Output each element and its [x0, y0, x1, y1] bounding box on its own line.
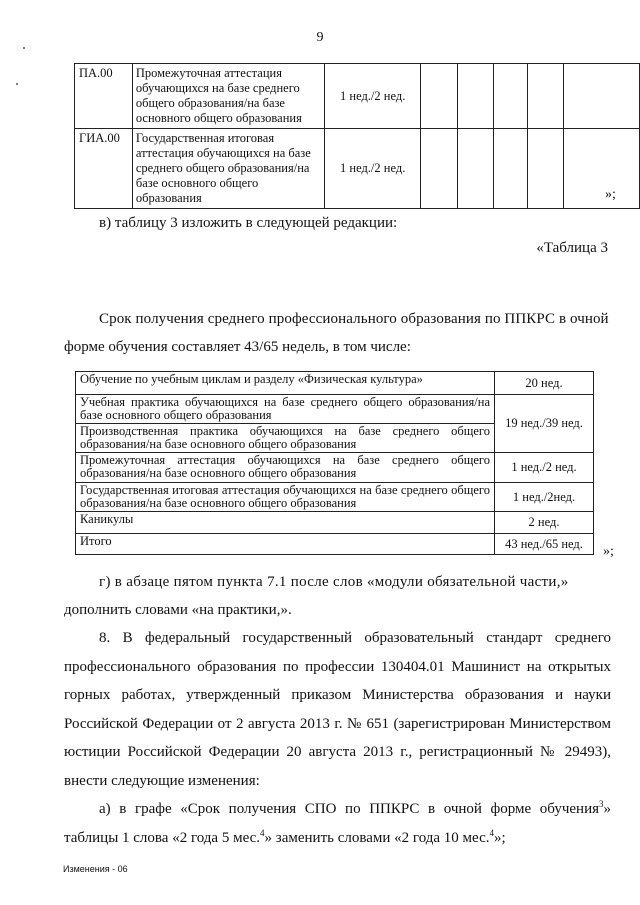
table-label: «Таблица 3 — [536, 240, 608, 256]
row-value: 43 нед./65 нед. — [495, 534, 594, 555]
curriculum-table-fragment — [74, 63, 640, 209]
term-text-line1: Срок получения среднего профессионального образования по ППКРС в очной — [99, 311, 609, 327]
paragraph-a-text: » заменить словами «2 года 10 мес. — [264, 829, 490, 846]
row-value: 2 нед. — [495, 512, 594, 534]
row-value: 1 нед./2 нед. — [495, 453, 594, 483]
empty-cell — [457, 129, 493, 209]
row-value: 1 нед./2нед. — [495, 483, 594, 512]
term-text-line2: форме обучения составляет 43/65 недель, в том числе: — [64, 339, 411, 355]
table-row — [76, 534, 594, 555]
row-text: Учебная практика обучающихся на базе среднего общего образования/на базе основного общего образования — [76, 395, 495, 424]
table-row — [76, 483, 594, 512]
empty-cell — [564, 129, 640, 209]
table-row — [76, 395, 594, 424]
row-code: ГИА.00 — [75, 129, 133, 209]
footnote-ref: 3 — [599, 799, 604, 809]
paragraph-8-text: 8. В федеральный государственный образовательный стандарт среднего профессионального образования по профессии 130404.01 Машинист на открытых горных работах, утвержденный приказом Министерства образования и науки Российской Федерации от 2 августа 2013 г. № 651 (зарегистрирован Министерством юстиции Российской Федерации 20 августа 2013 г., регистрационный № 29493), внести следующие изменения: — [64, 630, 611, 789]
row-text: Промежуточная аттестация обучающихся на базе среднего общего образования/на базе основного общего образования — [76, 453, 495, 483]
table-row — [76, 512, 594, 534]
empty-cell — [494, 129, 528, 209]
row-value: 19 нед./39 нед. — [495, 395, 594, 453]
paragraph-8-block — [64, 624, 611, 852]
footnote-ref: 4 — [489, 827, 494, 838]
paragraph-8 — [64, 624, 611, 795]
margin-dot — [23, 47, 25, 49]
page-footer: Изменения - 06 — [63, 864, 128, 874]
row-duration: 1 нед./2 нед. — [325, 64, 421, 129]
row-name: Государственная итоговая аттестация обучающихся на базе среднего общего образования/на базе основного общего образования — [132, 129, 324, 209]
row-text: Обучение по учебным циклам и разделу «Физическая культура» — [76, 372, 495, 395]
table-row — [75, 129, 640, 209]
row-code: ПА.00 — [75, 64, 133, 129]
table-3 — [75, 371, 594, 555]
row-value: 20 нед. — [495, 372, 594, 395]
empty-cell — [421, 129, 457, 209]
row-text: Итого — [76, 534, 495, 555]
empty-cell — [527, 64, 563, 129]
row-name: Промежуточная аттестация обучающихся на базе среднего общего образования/на базе основного общего образования — [132, 64, 324, 129]
empty-cell — [564, 64, 640, 129]
paragraph-a — [64, 795, 611, 852]
empty-cell — [527, 129, 563, 209]
row-duration: 1 нед./2 нед. — [325, 129, 421, 209]
footnote-ref: 4 — [260, 827, 265, 838]
empty-cell — [457, 64, 493, 129]
row-text: Государственная итоговая аттестация обучающихся на базе среднего общего образования/на базе основного общего образования — [76, 483, 495, 512]
closing-quote: »; — [603, 544, 614, 559]
paragraph-a-text: а) в графе «Срок получения СПО по ППКРС в очной форме обучения — [99, 801, 599, 817]
paragraph-a-text: »; — [494, 829, 506, 846]
row-text: Производственная практика обучающихся на базе среднего общего образования/на базе основного общего образования — [76, 424, 495, 453]
closing-quote: »; — [605, 187, 616, 202]
empty-cell — [421, 64, 457, 129]
paragraph-g-line2: дополнить словами «на практики,». — [64, 602, 292, 618]
paragraph-b: в) таблицу 3 изложить в следующей редакции: — [99, 215, 398, 231]
empty-cell — [494, 64, 528, 129]
paragraph-g-line1: г) в абзаце пятом пункта 7.1 после слов «модули обязательной части,» — [99, 574, 569, 590]
row-text: Каникулы — [76, 512, 495, 534]
table-row — [76, 372, 594, 395]
paragraph-a-text: » таблицы 1 слова «2 года 5 мес. — [64, 801, 611, 846]
table-row — [75, 64, 640, 129]
page-number: 9 — [316, 30, 324, 45]
margin-dot — [16, 83, 18, 85]
table-row — [76, 453, 594, 483]
